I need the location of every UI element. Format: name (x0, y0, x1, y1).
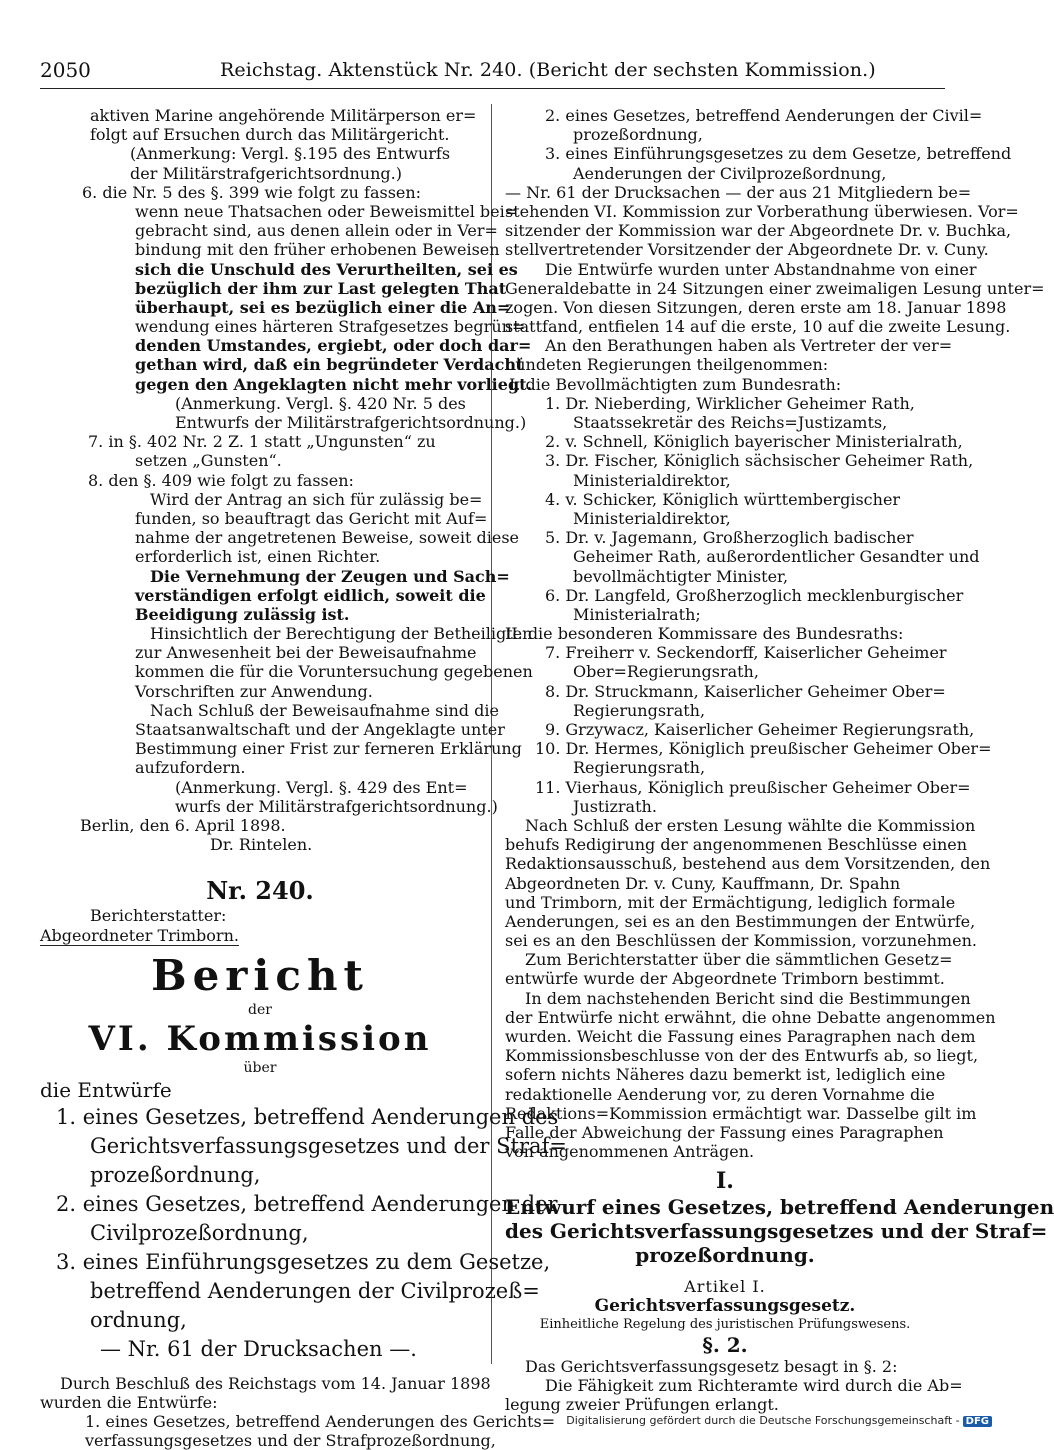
list-item: 2. v. Schnell, Königlich bayerischer Ministerialrath, (545, 432, 963, 452)
text-line: zogen. Von diesen Sitzungen, deren erste am 18. Januar 1898 (505, 297, 1007, 317)
list-item: 5. Dr. v. Jagemann, Großherzoglich badischer (545, 528, 914, 548)
list-item: 1. eines Gesetzes, betreffend Aenderungen des (56, 1104, 559, 1129)
text-line: Staatsanwaltschaft und der Angeklagte unter (135, 720, 505, 739)
text-line: sofern nichts Näheres dazu bemerkt ist, lediglich eine (505, 1065, 946, 1085)
funding-footer (566, 1414, 992, 1427)
list-item: — Nr. 61 der Drucksachen —. (100, 1336, 417, 1361)
footer-text: Digitalisierung gefördert durch die Deutsche Forschungsgemeinschaft - (566, 1414, 960, 1427)
commission-title: VI. Kommission (88, 1018, 432, 1059)
text-line: denden Umstandes, ergiebt, oder doch dar= (135, 336, 532, 356)
page-number: 2050 (40, 58, 91, 82)
text-line: nahme der angetretenen Beweise, soweit diese (135, 528, 519, 548)
title-der: der (248, 1001, 272, 1018)
text-line: Die Vernehmung der Zeugen und Sach= (150, 566, 510, 586)
list-item: 7. in §. 402 Nr. 2 Z. 1 statt „Ungunsten“ zu (88, 432, 436, 452)
list-item: ordnung, (90, 1307, 187, 1332)
text-line: gethan wird, daß ein begründeter Verdacht (135, 355, 524, 375)
list-item: 8. Dr. Struckmann, Kaiserlicher Geheimer Ober= (545, 681, 946, 701)
text-line: wurden die Entwürfe: (40, 1392, 218, 1412)
text-line: funden, so beauftragt das Gericht mit Auf= (135, 508, 488, 528)
left-column (40, 106, 567, 1450)
text-line: Aenderungen, sei es an den Bestimmungen der Entwürfe, (505, 911, 976, 931)
text-line: Nach Schluß der Beweisaufnahme sind die (150, 700, 499, 720)
text-line: Justizrath. (573, 796, 657, 816)
dfg-logo: DFG (963, 1416, 992, 1427)
text-line: aufzufordern. (135, 758, 246, 778)
text-line: Ministerialdirektor, (573, 470, 731, 490)
list-item: 2. eines Gesetzes, betreffend Aenderungen der Civil= (545, 106, 983, 125)
text-line: Generaldebatte in 24 Sitzungen einer zweimaligen Lesung unter= (505, 278, 1045, 298)
text-line: Redaktions=Kommission ermächtigt war. Dasselbe gilt im (505, 1103, 977, 1123)
list-heading: I. die Bevollmächtigten zum Bundesrath: (509, 374, 842, 394)
text-line: und Trimborn, mit der Ermächtigung, lediglich formale (505, 892, 956, 912)
text-line: gebracht sind, aus denen allein oder in Ver= (135, 221, 498, 241)
document-number: Nr. 240. (206, 876, 314, 906)
text-line: folgt auf Ersuchen durch das Militärgericht. (90, 125, 450, 145)
text-line: wurden. Weicht die Fassung eines Paragraphen nach dem (505, 1027, 976, 1046)
list-item: Civilprozeßordnung, (90, 1220, 309, 1245)
text-line: der Entwürfe nicht erwähnt, die ohne Debatte angenommen (505, 1007, 996, 1027)
report-title: Bericht (151, 950, 369, 1000)
text-line: Falle der Abweichung der Fassung eines Paragraphen (505, 1122, 944, 1142)
bill-list (40, 1103, 567, 1364)
text-line: sich die Unschuld des Verurtheilten, sei es (135, 259, 518, 279)
text-line: An den Berathungen haben als Vertreter der ver= (545, 336, 953, 356)
list-item: 7. Freiherr v. Seckendorff, Kaiserlicher Geheimer (545, 643, 947, 663)
text-line: bezüglich der ihm zur Last gelegten That (135, 278, 507, 298)
section-title-line: prozeßordnung. (635, 1243, 815, 1268)
list-item: 4. v. Schicker, Königlich württembergischer (545, 489, 901, 509)
text-line: Hinsichtlich der Berechtigung der Betheiligten (150, 624, 533, 644)
law-heading: Gerichtsverfassungsgesetz. (594, 1295, 856, 1316)
text-line: zur Anwesenheit bei der Beweisaufnahme (135, 643, 477, 663)
list-item: 3. Dr. Fischer, Königlich sächsischer Geheimer Rath, (545, 451, 974, 471)
entwuerfe-intro: die Entwürfe (40, 1077, 172, 1102)
text-line: sei es an den Beschlüssen der Kommission, vorzunehmen. (505, 931, 977, 951)
list-item: prozeßordnung, (90, 1162, 261, 1187)
right-column (505, 106, 1054, 1415)
list-item: 9. Grzywacz, Kaiserlicher Geheimer Regierungsrath, (545, 720, 975, 739)
list-item: 1. eines Gesetzes, betreffend Aenderungen des Gerichts= (85, 1412, 556, 1432)
text-line: (Anmerkung: Vergl. §.195 des Entwurfs (130, 144, 451, 164)
text-line: Wird der Antrag an sich für zulässig be= (150, 489, 483, 509)
text-line: Staatssekretär des Reichs=Justizamts, (573, 413, 888, 432)
list-item: betreffend Aenderungen der Civilprozeß= (90, 1278, 540, 1303)
text-line: Regierungsrath, (573, 700, 706, 720)
text-line: wurfs der Militärstrafgerichtsordnung.) (175, 796, 498, 816)
text-line: Bestimmung einer Frist zur ferneren Erklärung (135, 739, 522, 759)
section-title (505, 1195, 1054, 1268)
text-line: redaktionelle Aenderung vor, zu deren Vornahme die (505, 1084, 935, 1104)
text-line: Vorschriften zur Anwendung. (135, 681, 373, 701)
text-line: von angenommenen Anträgen. (505, 1142, 755, 1162)
signature-name: Dr. Rintelen. (210, 835, 313, 855)
text-line: Aenderungen der Civilprozeßordnung, (573, 163, 887, 183)
list-item: 11. Vierhaus, Königlich preußischer Geheimer Ober= (535, 777, 971, 797)
list-item: 3. eines Einführungsgesetzes zu dem Gesetze, betreffend (545, 144, 1012, 164)
reporter-label: Berichterstatter: (90, 906, 227, 926)
text-line: Regierungsrath, (573, 758, 706, 778)
text-line: verfassungsgesetzes und der Strafprozeßordnung, (85, 1431, 496, 1450)
text-line: gegen den Angeklagten nicht mehr vorliegt. (135, 374, 533, 394)
text-line: überhaupt, sei es bezüglich einer die An= (135, 297, 511, 317)
text-line: Entwurfs der Militärstrafgerichtsordnung.) (175, 413, 527, 432)
title-ueber: über (243, 1059, 277, 1076)
page-header (40, 58, 945, 89)
text-line: wendung eines härteren Strafgesetzes begrün= (135, 317, 526, 337)
text-line: (Anmerkung. Vergl. §. 429 des Ent= (175, 777, 468, 797)
text-line: verständigen erfolgt eidlich, soweit die (135, 585, 486, 605)
list-item: 8. den §. 409 wie folgt zu fassen: (88, 470, 354, 490)
text-line: Nach Schluß der ersten Lesung wählte die Kommission (525, 815, 976, 835)
text-line: Abgeordneten Dr. v. Cuny, Kauffmann, Dr. Spahn (505, 873, 901, 893)
text-line: aktiven Marine angehörende Militärperson er= (90, 106, 477, 125)
text-line: behufs Redigirung der angenommenen Beschlüsse einen (505, 835, 968, 855)
text-line: — Nr. 61 der Drucksachen — der aus 21 Mitgliedern be= (505, 182, 972, 202)
list-item: 6. die Nr. 5 des §. 399 wie folgt zu fassen: (82, 182, 422, 202)
text-line: kommen die für die Voruntersuchung gegebenen (135, 662, 533, 682)
text-line: wenn neue Thatsachen oder Beweismittel bei= (135, 201, 519, 221)
text-line: Das Gerichtsverfassungsgesetz besagt in §. 2: (525, 1356, 898, 1376)
text-line: Ober=Regierungsrath, (573, 662, 759, 682)
list-item: 1. Dr. Nieberding, Wirklicher Geheimer Rath, (545, 393, 915, 413)
text-line: Zum Berichterstatter über die sämmtlichen Gesetz= (525, 950, 953, 970)
text-line: der Militärstrafgerichtsordnung.) (130, 163, 402, 183)
text-line: (Anmerkung. Vergl. §. 420 Nr. 5 des (175, 393, 466, 413)
list-item: 10. Dr. Hermes, Königlich preußischer Geheimer Ober= (535, 739, 992, 759)
list-item: 3. eines Einführungsgesetzes zu dem Gesetze, (56, 1249, 551, 1274)
text-line: bindung mit den früher erhobenen Beweisen (135, 240, 500, 260)
text-line: stehenden VI. Kommission zur Vorberathung überwiesen. Vor= (505, 201, 1019, 221)
date-line: Berlin, den 6. April 1898. (80, 815, 286, 835)
text-line: prozeßordnung, (573, 125, 703, 145)
text-line: Die Fähigkeit zum Richteramte wird durch die Ab= (545, 1375, 963, 1395)
section-title-line: des Gerichtsverfassungsgesetzes und der Straf= (505, 1219, 1048, 1244)
text-line: Beeidigung zulässig ist. (135, 604, 350, 624)
running-title: Reichstag. Aktenstück Nr. 240. (Bericht der sechsten Kommission.) (220, 59, 876, 81)
reporter-name: Abgeordneter Trimborn. (40, 925, 239, 945)
text-line: bevollmächtigter Minister, (573, 566, 789, 586)
section-number: I. (716, 1168, 734, 1195)
text-line: Geheimer Rath, außerordentlicher Gesandter und (573, 547, 980, 567)
text-line: Kommissionsbeschlusse von der des Entwurfs ab, so liegt, (505, 1046, 979, 1066)
text-line: sitzender der Kommission war der Abgeordnete Dr. v. Buchka, (505, 221, 1012, 241)
text-line: legung zweier Prüfungen erlangt. (505, 1395, 779, 1415)
text-line: bündeten Regierungen theilgenommen: (505, 355, 829, 375)
text-line: Die Entwürfe wurden unter Abstandnahme von einer (545, 259, 977, 279)
list-item: Gerichtsverfassungsgesetzes und der Straf= (90, 1133, 567, 1158)
article-heading: Artikel I. (684, 1277, 766, 1297)
text-line: Ministerialdirektor, (573, 508, 731, 528)
text-line: erforderlich ist, einen Richter. (135, 547, 381, 567)
section-title-line: Entwurf eines Gesetzes, betreffend Aenderungen (505, 1195, 1054, 1220)
text-line: stellvertretender Vorsitzender der Abgeordnete Dr. v. Cuny. (505, 240, 989, 260)
list-item: 6. Dr. Langfeld, Großherzoglich mecklenburgischer (545, 585, 964, 605)
text-line: In dem nachstehenden Bericht sind die Bestimmungen (525, 988, 971, 1008)
text-line: entwürfe wurde der Abgeordnete Trimborn bestimmt. (505, 969, 945, 989)
text-line: Redaktionsausschuß, bestehend aus dem Vorsitzenden, den (505, 854, 991, 874)
paragraph-heading: §. 2. (702, 1332, 748, 1357)
list-heading: II. die besonderen Kommissare des Bundesraths: (505, 624, 904, 644)
subheading: Einheitliche Regelung des juristischen Prüfungswesens. (539, 1316, 911, 1332)
text-line: setzen „Gunsten“. (135, 451, 282, 471)
text-line: stattfand, entfielen 14 auf die erste, 10 auf die zweite Lesung. (505, 317, 1011, 337)
text-line: Ministerialrath; (573, 604, 701, 624)
text-line: Durch Beschluß des Reichstags vom 14. Januar 1898 (60, 1373, 491, 1393)
list-item: 2. eines Gesetzes, betreffend Aenderungen der (56, 1191, 558, 1216)
